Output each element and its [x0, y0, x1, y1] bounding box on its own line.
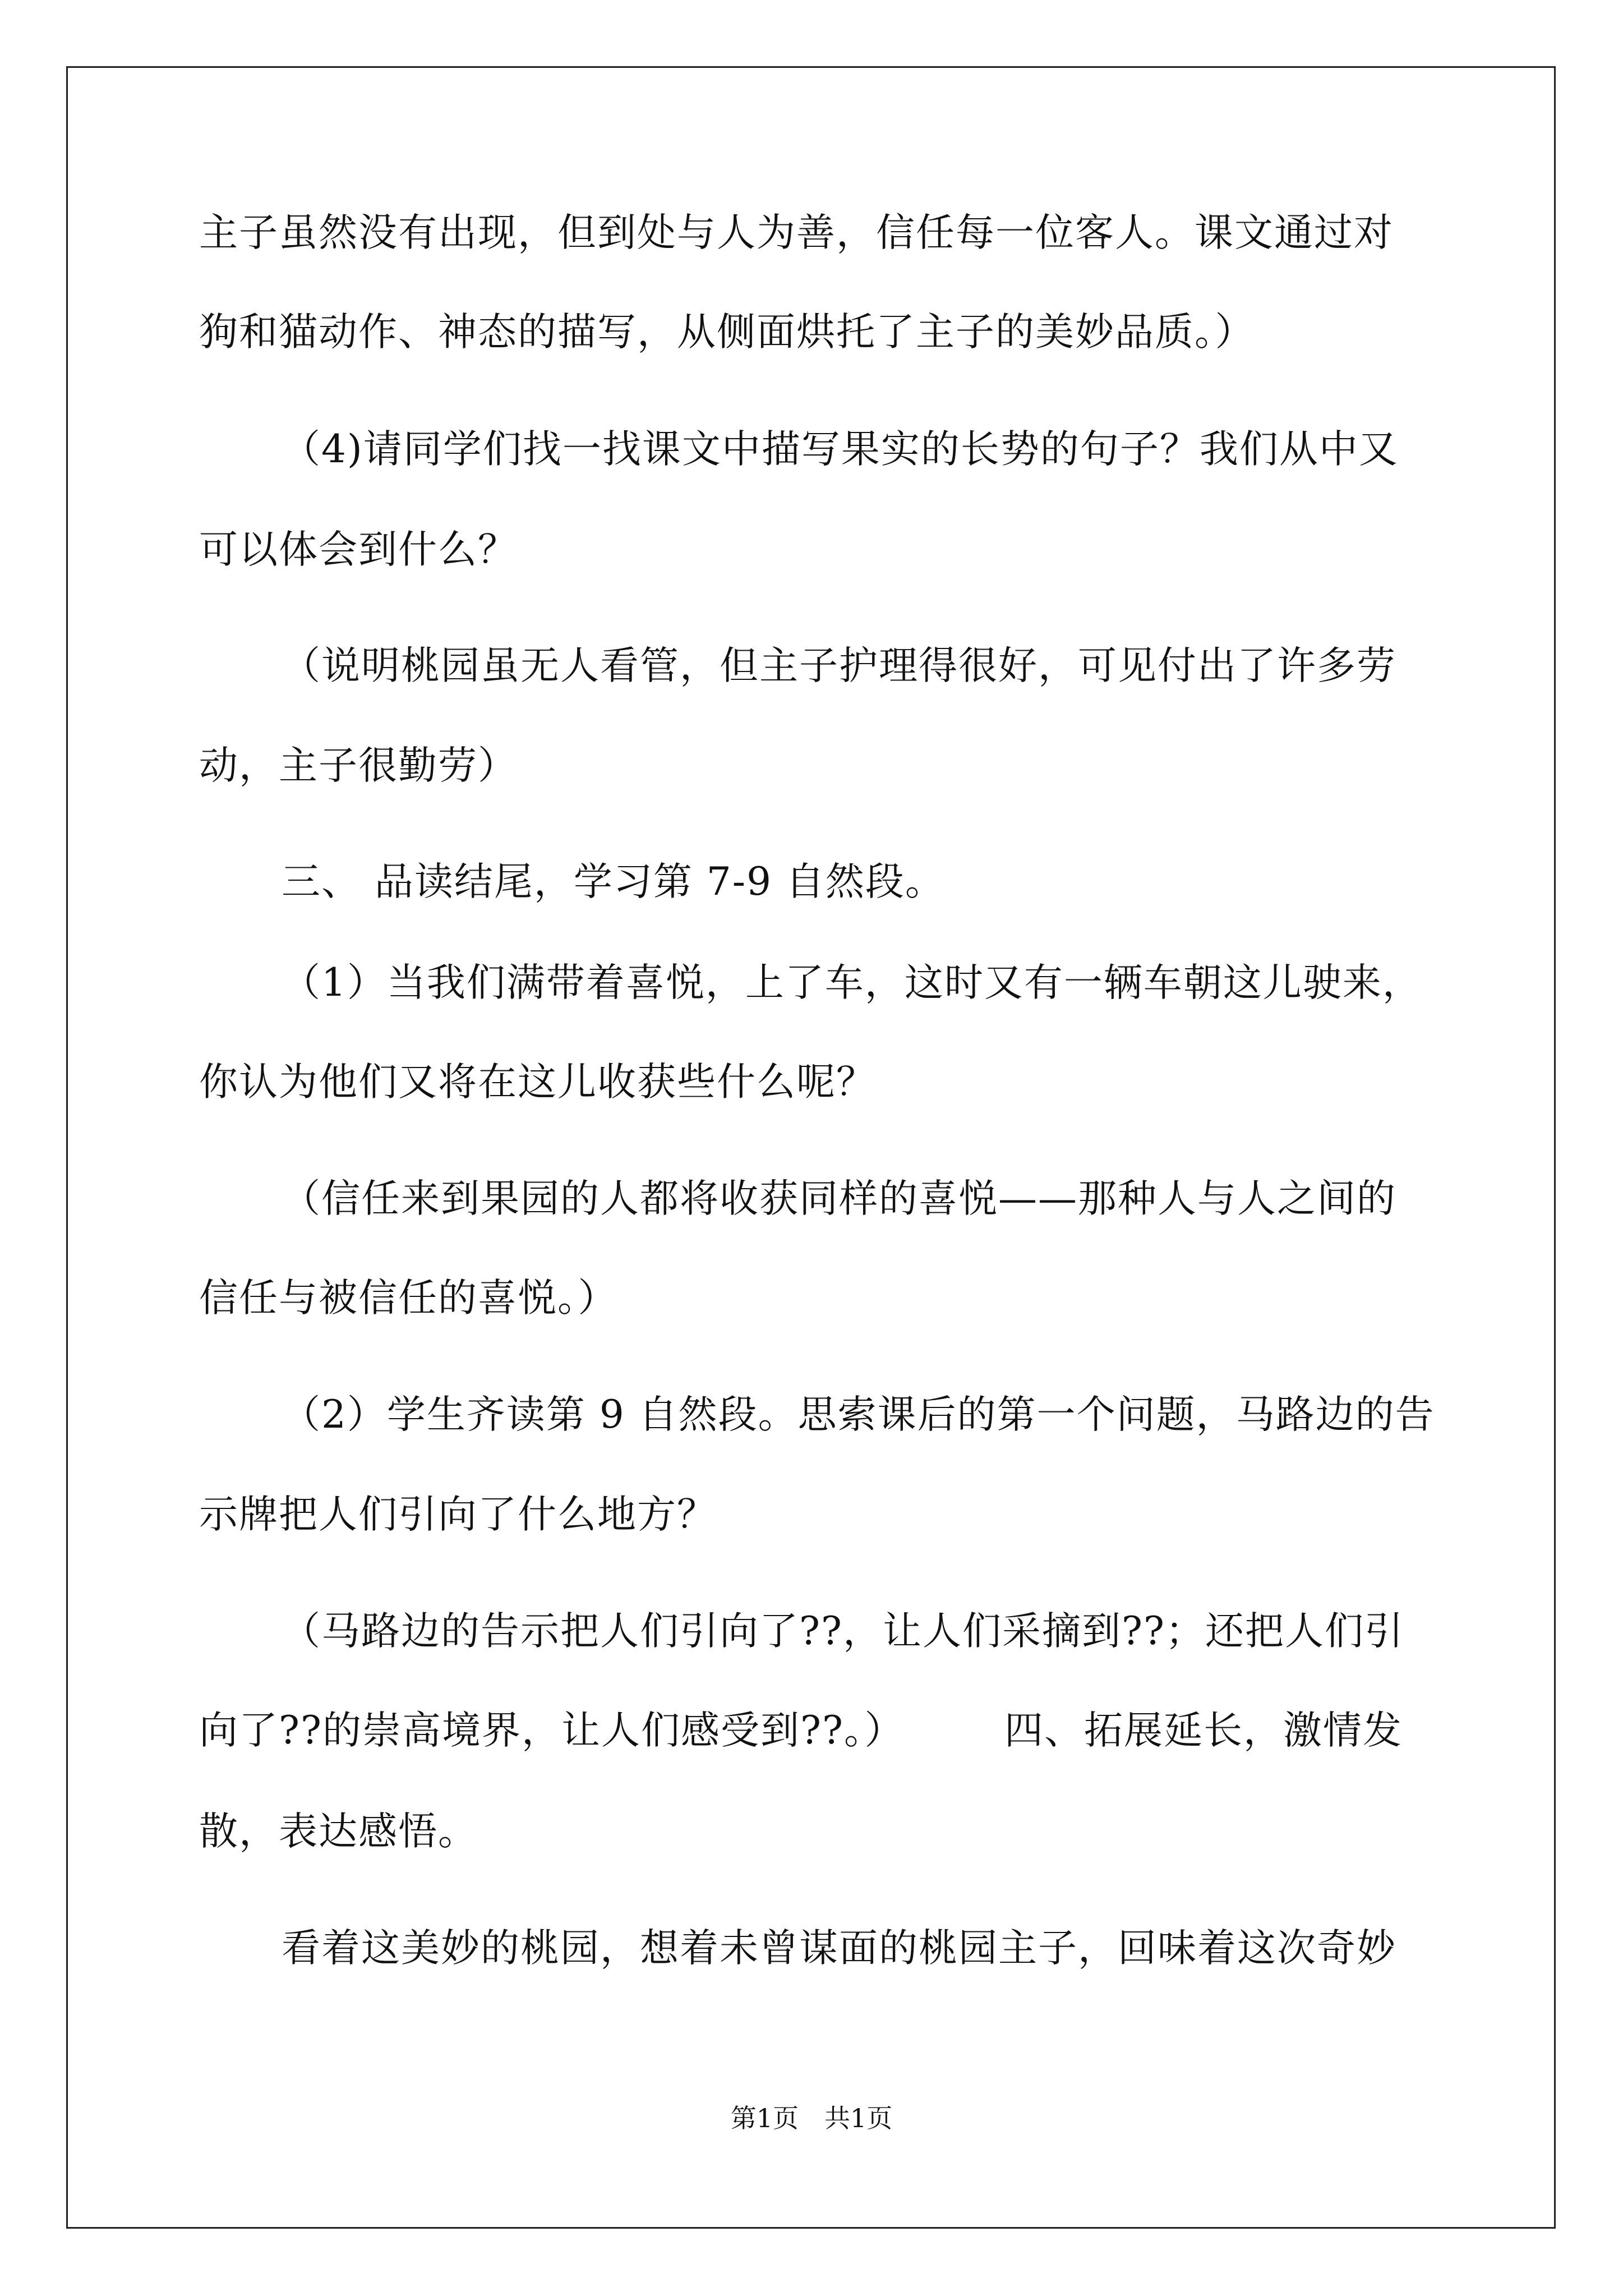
paragraph-line: 动，主子很勤劳）	[199, 743, 518, 788]
paragraph-line: 信任与被信任的喜悦。）	[199, 1276, 618, 1320]
paragraph-line: 可以体会到什么？	[199, 527, 518, 572]
paragraph-line: 散，表达感悟。	[199, 1809, 478, 1854]
paragraph-line: 向了??的崇高境界，让人们感受到??。） 四、拓展延长，激情发	[199, 1708, 1403, 1753]
paragraph-line: 看着这美妙的桃园，想着未曾谋面的桃园主子，回味着这次奇妙	[282, 1926, 1396, 1971]
paragraph-line: （2）学生齐读第 9 自然段。思索课后的第一个问题，马路边的告	[282, 1392, 1435, 1437]
paragraph-line: （说明桃园虽无人看管，但主子护理得很好，可见付出了许多劳	[282, 643, 1396, 688]
paragraph-line: （马路边的告示把人们引向了??，让人们采摘到??；还把人们引	[282, 1609, 1404, 1654]
paragraph-line: （4)请同学们找一找课文中描写果实的长势的句子？我们从中又	[282, 427, 1399, 472]
paragraph-line: （信任来到果园的人都将收获同样的喜悦——那种人与人之间的	[282, 1176, 1396, 1221]
paragraph-line: 你认为他们又将在这儿收获些什么呢？	[199, 1060, 876, 1105]
paragraph-line: 示牌把人们引向了什么地方？	[199, 1492, 717, 1537]
page-footer: 第1页 共1页	[730, 2103, 893, 2133]
page-border	[66, 66, 1556, 2229]
paragraph-line: 主子虽然没有出现，但到处与人为善，信任每一位客人。课文通过对	[199, 210, 1394, 255]
paragraph-line: （1）当我们满带着喜悦，上了车，这时又有一辆车朝这儿驶来，	[282, 960, 1422, 1005]
paragraph-line: 狗和猫动作、神态的描写，从侧面烘托了主子的美妙品质。）	[199, 310, 1255, 355]
section-heading: 三、 品读结尾，学习第 7-9 自然段。	[282, 859, 945, 904]
